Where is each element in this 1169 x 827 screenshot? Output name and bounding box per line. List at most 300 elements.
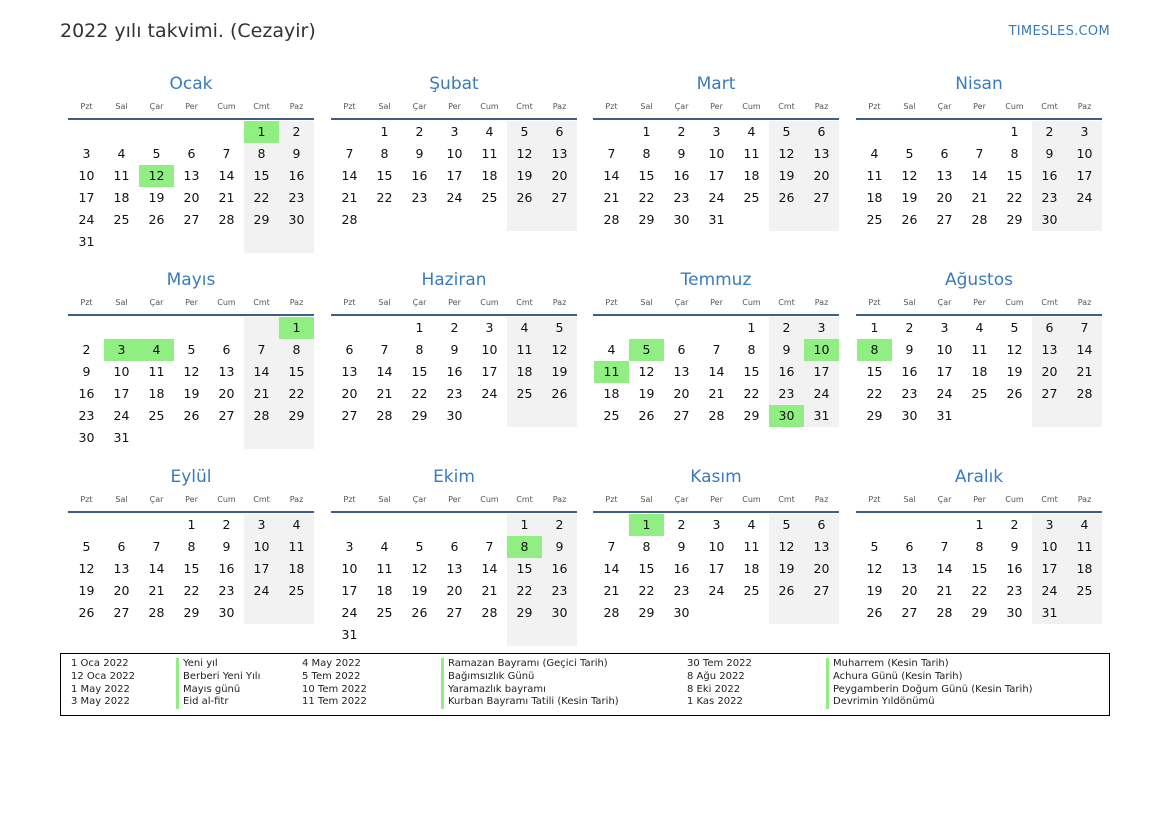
empty-cell [594, 317, 629, 339]
day-cell: 23 [542, 580, 577, 602]
day-cell: 1 [1010, 124, 1019, 139]
weekday-label: Paz [814, 495, 829, 504]
day-cell: 2 [677, 517, 686, 532]
empty-cell [402, 514, 437, 536]
day-cell: 5 [905, 146, 914, 161]
day-cell: 25 [376, 605, 393, 620]
month-calendar [331, 268, 577, 427]
day-cell: 21 [603, 190, 620, 205]
day-cell: 2 [82, 342, 91, 357]
day-cell: 18 [743, 168, 760, 183]
day-cell: 27 [901, 605, 918, 620]
day-cell: 25 [507, 383, 542, 405]
day-cell: 7 [712, 342, 721, 357]
day-cell: 11 [279, 536, 314, 558]
month-calendar [856, 268, 1102, 427]
day-cell: 28 [1067, 383, 1102, 405]
month-calendar [856, 465, 1102, 624]
day-cell: 27 [113, 605, 130, 620]
day-cell: 24 [113, 408, 130, 423]
day-cell: 3 [1067, 121, 1102, 143]
empty-cell [1067, 209, 1102, 231]
header-rule [856, 314, 1102, 316]
empty-cell [734, 209, 769, 231]
day-cell: 6 [905, 539, 914, 554]
days-grid [69, 317, 314, 449]
day-cell: 6 [1032, 317, 1067, 339]
day-cell: 23 [1006, 583, 1023, 598]
weekday-label: Per [185, 495, 198, 504]
day-cell: 2 [415, 124, 424, 139]
day-cell: 14 [148, 561, 165, 576]
empty-cell [542, 624, 577, 646]
empty-cell [437, 209, 472, 231]
page-title: 2022 yılı takvimi. (Cezayir) [60, 20, 316, 42]
legend-date: 12 Oca 2022 [71, 670, 136, 682]
empty-cell [402, 624, 437, 646]
day-cell: 25 [148, 408, 165, 423]
day-cell: 18 [279, 558, 314, 580]
day-cell: 18 [113, 190, 130, 205]
day-cell: 8 [1010, 146, 1019, 161]
day-cell: 5 [82, 539, 91, 554]
day-cell: 28 [481, 605, 498, 620]
weekday-label: Paz [552, 495, 567, 504]
days-grid [594, 514, 839, 624]
day-cell: 25 [743, 190, 760, 205]
legend-date-column [71, 658, 135, 709]
weekday-label: Çar [937, 102, 952, 111]
holiday-day-cell: 1 [244, 121, 279, 143]
day-cell: 30 [78, 430, 95, 445]
weekday-header [332, 489, 577, 511]
day-cell: 2 [1010, 517, 1019, 532]
legend-date: 4 May 2022 [302, 658, 361, 669]
day-cell: 29 [244, 209, 279, 231]
day-cell: 13 [804, 143, 839, 165]
legend-holiday-name: Mayıs günü [176, 684, 260, 697]
day-cell: 16 [78, 386, 95, 401]
empty-cell [69, 317, 104, 339]
day-cell: 5 [152, 146, 161, 161]
legend-date-column [687, 658, 752, 709]
empty-cell [174, 121, 209, 143]
weekday-label: Sal [640, 298, 653, 307]
day-cell: 10 [341, 561, 358, 576]
day-cell: 28 [936, 605, 953, 620]
day-cell: 15 [638, 561, 655, 576]
weekday-label: Per [448, 495, 461, 504]
day-cell: 20 [113, 583, 130, 598]
day-cell: 20 [341, 386, 358, 401]
day-cell: 18 [481, 168, 498, 183]
month-calendar [593, 72, 839, 231]
day-cell: 29 [279, 405, 314, 427]
day-cell: 1 [747, 320, 756, 335]
day-cell: 7 [345, 146, 354, 161]
legend-date: 10 Tem 2022 [302, 683, 367, 695]
header-rule [68, 314, 314, 316]
empty-cell [139, 231, 174, 253]
day-cell: 27 [936, 212, 953, 227]
header-rule [331, 314, 577, 316]
weekday-label: Cum [742, 298, 761, 307]
day-cell: 19 [542, 361, 577, 383]
header-rule [593, 314, 839, 316]
day-cell: 5 [415, 539, 424, 554]
day-cell: 25 [743, 583, 760, 598]
empty-cell [734, 602, 769, 624]
month-name: Mart [696, 74, 736, 94]
empty-cell [1067, 405, 1102, 427]
day-cell: 19 [1006, 364, 1023, 379]
weekday-label: Cmt [253, 102, 270, 111]
day-cell: 4 [747, 517, 756, 532]
day-cell: 2 [1032, 121, 1067, 143]
empty-cell [472, 405, 507, 427]
day-cell: 19 [769, 558, 804, 580]
legend-holiday-name: Achura Günü (Kesin Tarih) [826, 671, 1033, 684]
empty-cell [367, 209, 402, 231]
day-cell: 24 [708, 190, 725, 205]
day-cell: 19 [78, 583, 95, 598]
day-cell: 3 [712, 517, 721, 532]
day-cell: 26 [411, 605, 428, 620]
day-cell: 5 [542, 317, 577, 339]
empty-cell [1032, 405, 1067, 427]
legend-holiday-name: Yaramazlık bayramı [441, 684, 619, 697]
holiday-day-cell: 11 [594, 361, 629, 383]
day-cell: 5 [507, 121, 542, 143]
day-cell: 24 [804, 383, 839, 405]
weekday-label: Per [448, 298, 461, 307]
day-cell: 8 [279, 339, 314, 361]
weekday-label: Sal [378, 102, 391, 111]
weekday-label: Çar [412, 298, 427, 307]
day-cell: 19 [866, 583, 883, 598]
day-cell: 19 [638, 386, 655, 401]
day-cell: 13 [218, 364, 235, 379]
day-cell: 29 [638, 212, 655, 227]
day-cell: 25 [481, 190, 498, 205]
month-name: Ocak [169, 74, 213, 94]
day-cell: 22 [638, 190, 655, 205]
day-cell: 1 [187, 517, 196, 532]
day-cell: 10 [708, 146, 725, 161]
day-cell: 14 [936, 561, 953, 576]
day-cell: 17 [341, 583, 358, 598]
weekday-label: Pzt [343, 298, 356, 307]
day-cell: 13 [901, 561, 918, 576]
day-cell: 12 [769, 536, 804, 558]
day-cell: 11 [743, 146, 760, 161]
weekday-label: Pzt [868, 495, 881, 504]
day-cell: 18 [148, 386, 165, 401]
empty-cell [209, 427, 244, 449]
day-cell: 10 [936, 342, 953, 357]
day-cell: 9 [415, 146, 424, 161]
day-cell: 9 [1010, 539, 1019, 554]
day-cell: 27 [446, 605, 463, 620]
day-cell: 5 [769, 514, 804, 536]
day-cell: 30 [1006, 605, 1023, 620]
legend-date: 11 Tem 2022 [302, 696, 367, 708]
empty-cell [804, 209, 839, 231]
day-cell: 24 [341, 605, 358, 620]
day-cell: 23 [411, 190, 428, 205]
day-cell: 22 [866, 386, 883, 401]
day-cell: 5 [769, 121, 804, 143]
day-cell: 19 [507, 165, 542, 187]
day-cell: 3 [804, 317, 839, 339]
weekday-label: Çar [149, 298, 164, 307]
day-cell: 10 [481, 342, 498, 357]
weekday-label: Çar [412, 102, 427, 111]
day-cell: 26 [769, 187, 804, 209]
day-cell: 7 [244, 339, 279, 361]
day-cell: 6 [542, 121, 577, 143]
empty-cell [244, 602, 279, 624]
day-cell: 17 [78, 190, 95, 205]
day-cell: 2 [222, 517, 231, 532]
holiday-day-cell: 4 [139, 339, 174, 361]
weekday-label: Per [448, 102, 461, 111]
day-cell: 8 [415, 342, 424, 357]
day-cell: 15 [507, 558, 542, 580]
header-rule [593, 118, 839, 120]
day-cell: 27 [183, 212, 200, 227]
empty-cell [367, 624, 402, 646]
day-cell: 4 [485, 124, 494, 139]
weekday-label: Cum [1005, 298, 1024, 307]
weekday-label: Per [973, 298, 986, 307]
day-cell: 4 [117, 146, 126, 161]
weekday-label: Cum [1005, 102, 1024, 111]
day-cell: 29 [183, 605, 200, 620]
day-cell: 26 [901, 212, 918, 227]
day-cell: 12 [183, 364, 200, 379]
day-cell: 27 [341, 408, 358, 423]
empty-cell [507, 405, 542, 427]
day-cell: 22 [638, 583, 655, 598]
day-cell: 18 [743, 561, 760, 576]
day-cell: 5 [1010, 320, 1019, 335]
empty-cell [997, 405, 1032, 427]
month-name: Kasım [690, 467, 742, 487]
day-cell: 13 [1032, 339, 1067, 361]
day-cell: 8 [380, 146, 389, 161]
day-cell: 30 [446, 408, 463, 423]
day-cell: 26 [866, 605, 883, 620]
day-cell: 15 [971, 561, 988, 576]
day-cell: 13 [936, 168, 953, 183]
month-calendar [856, 72, 1102, 231]
day-cell: 30 [218, 605, 235, 620]
header-rule [331, 511, 577, 513]
weekday-label: Pzt [605, 298, 618, 307]
day-cell: 13 [113, 561, 130, 576]
day-cell: 7 [222, 146, 231, 161]
holiday-day-cell: 30 [769, 405, 804, 427]
day-cell: 12 [411, 561, 428, 576]
day-cell: 24 [446, 190, 463, 205]
weekday-label: Sal [378, 495, 391, 504]
day-cell: 15 [376, 168, 393, 183]
day-cell: 8 [244, 143, 279, 165]
day-cell: 10 [78, 168, 95, 183]
legend-date: 30 Tem 2022 [687, 658, 752, 669]
empty-cell [892, 514, 927, 536]
weekday-label: Paz [1077, 102, 1092, 111]
day-cell: 22 [1006, 190, 1023, 205]
empty-cell [279, 427, 314, 449]
day-cell: 20 [673, 386, 690, 401]
weekday-label: Cmt [1041, 102, 1058, 111]
day-cell: 9 [1032, 143, 1067, 165]
weekday-label: Sal [903, 495, 916, 504]
weekday-label: Cum [480, 495, 499, 504]
day-cell: 17 [708, 561, 725, 576]
empty-cell [209, 317, 244, 339]
legend-date: 8 Ağu 2022 [687, 670, 745, 682]
days-grid [332, 514, 577, 646]
empty-cell [857, 121, 892, 143]
weekday-label: Pzt [605, 495, 618, 504]
day-cell: 9 [677, 539, 686, 554]
empty-cell [699, 602, 734, 624]
header-rule [331, 118, 577, 120]
day-cell: 10 [244, 536, 279, 558]
day-cell: 24 [1067, 187, 1102, 209]
day-cell: 15 [279, 361, 314, 383]
days-grid [332, 317, 577, 427]
day-cell: 3 [712, 124, 721, 139]
day-cell: 8 [642, 146, 651, 161]
day-cell: 11 [1067, 536, 1102, 558]
empty-cell [244, 427, 279, 449]
day-cell: 23 [218, 583, 235, 598]
day-cell: 17 [1067, 165, 1102, 187]
weekday-label: Sal [115, 495, 128, 504]
month-calendar [68, 268, 314, 449]
empty-cell [542, 405, 577, 427]
day-cell: 11 [148, 364, 165, 379]
day-cell: 9 [542, 536, 577, 558]
weekday-header [594, 96, 839, 118]
day-cell: 26 [507, 187, 542, 209]
month-calendar [331, 465, 577, 646]
legend-date: 1 Kas 2022 [687, 696, 743, 708]
day-cell: 30 [673, 605, 690, 620]
month-name: Ekim [433, 467, 475, 487]
day-cell: 26 [148, 212, 165, 227]
day-cell: 31 [78, 234, 95, 249]
day-cell: 17 [446, 168, 463, 183]
legend-holiday-name: Berberi Yeni Yılı [176, 671, 260, 684]
month-calendar [331, 72, 577, 231]
weekday-header [69, 96, 314, 118]
day-cell: 1 [975, 517, 984, 532]
day-cell: 26 [1006, 386, 1023, 401]
day-cell: 17 [708, 168, 725, 183]
empty-cell [927, 514, 962, 536]
day-cell: 24 [481, 386, 498, 401]
day-cell: 22 [507, 580, 542, 602]
day-cell: 23 [446, 386, 463, 401]
day-cell: 16 [901, 364, 918, 379]
day-cell: 2 [905, 320, 914, 335]
weekday-label: Cmt [1041, 495, 1058, 504]
empty-cell [104, 317, 139, 339]
empty-cell [472, 209, 507, 231]
day-cell: 25 [279, 580, 314, 602]
empty-cell [174, 231, 209, 253]
day-cell: 29 [411, 408, 428, 423]
weekday-label: Cmt [253, 298, 270, 307]
day-cell: 3 [82, 146, 91, 161]
empty-cell [69, 514, 104, 536]
day-cell: 6 [940, 146, 949, 161]
day-cell: 14 [481, 561, 498, 576]
day-cell: 13 [804, 536, 839, 558]
weekday-label: Paz [289, 495, 304, 504]
day-cell: 10 [1067, 143, 1102, 165]
weekday-header [594, 292, 839, 314]
weekday-label: Cum [217, 298, 236, 307]
day-cell: 25 [1067, 580, 1102, 602]
empty-cell [542, 209, 577, 231]
day-cell: 18 [866, 190, 883, 205]
empty-cell [594, 121, 629, 143]
weekday-label: Paz [552, 298, 567, 307]
empty-cell [437, 624, 472, 646]
holiday-day-cell: 3 [104, 339, 139, 361]
day-cell: 7 [1067, 317, 1102, 339]
empty-cell [279, 231, 314, 253]
legend-name-column [826, 658, 1033, 709]
holiday-day-cell: 8 [857, 339, 892, 361]
day-cell: 26 [638, 408, 655, 423]
day-cell: 12 [866, 561, 883, 576]
day-cell: 15 [638, 168, 655, 183]
month-calendar [593, 268, 839, 427]
weekday-label: Pzt [868, 102, 881, 111]
empty-cell [104, 121, 139, 143]
empty-cell [769, 602, 804, 624]
weekday-header [857, 292, 1102, 314]
weekday-label: Cum [217, 102, 236, 111]
day-cell: 29 [507, 602, 542, 624]
legend-holiday-name: Yeni yıl [176, 658, 260, 671]
empty-cell [594, 514, 629, 536]
day-cell: 8 [747, 342, 756, 357]
day-cell: 11 [507, 339, 542, 361]
day-cell: 14 [341, 168, 358, 183]
legend-holiday-name: Eid al-fitr [176, 696, 260, 709]
day-cell: 7 [940, 539, 949, 554]
brand-link[interactable]: TIMESLES.COM [1008, 24, 1110, 39]
day-cell: 21 [971, 190, 988, 205]
weekday-label: Cum [480, 298, 499, 307]
weekday-label: Paz [289, 298, 304, 307]
day-cell: 23 [901, 386, 918, 401]
day-cell: 18 [507, 361, 542, 383]
day-cell: 4 [975, 320, 984, 335]
day-cell: 6 [117, 539, 126, 554]
day-cell: 16 [673, 561, 690, 576]
day-cell: 15 [866, 364, 883, 379]
header-rule [68, 118, 314, 120]
